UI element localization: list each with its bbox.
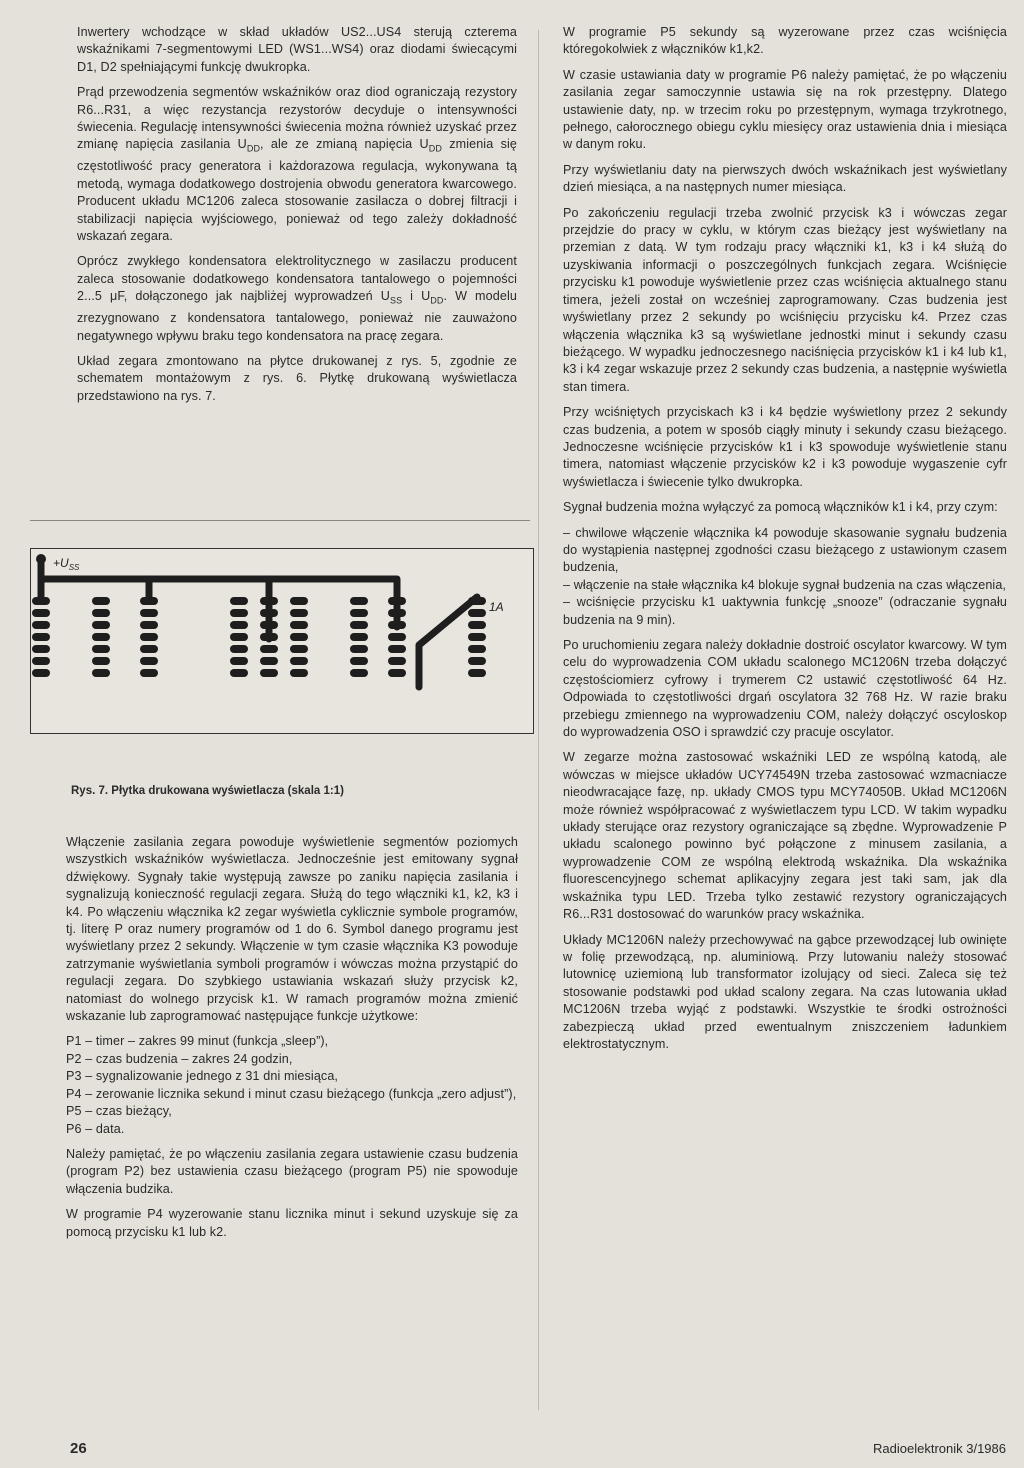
pcb-pad [32, 633, 50, 641]
publication-footer: Radioelektronik 3/1986 [873, 1441, 1006, 1456]
pcb-pad [468, 657, 486, 665]
list-item: P3 – sygnalizowanie jednego z 31 dni miesiąca, [66, 1069, 339, 1084]
right-column [563, 24, 1007, 1061]
pcb-pad [230, 621, 248, 629]
pcb-pad [140, 669, 158, 677]
pcb-pad [290, 669, 308, 677]
pcb-pad [388, 669, 406, 677]
pcb-pad [92, 597, 110, 605]
paragraph: Inwertery wchodzące w skład układów US2...US4 sterują czterema wskaźnikami 7-segmentowymi LED (WS1...WS4) oraz diodami świecącymi D1, D2 spełniającymi funkcję dwukropka. [77, 25, 517, 74]
list-item: – wciśnięcie przycisku k1 uaktywnia funkcję „snooze” (odraczanie sygnału budzenia na 9 min). [563, 595, 1007, 627]
program-list [66, 1033, 518, 1137]
pcb-pad [32, 669, 50, 677]
pcb-pad [32, 621, 50, 629]
pcb-pad [260, 657, 278, 665]
left-column-bottom [66, 834, 518, 1249]
pcb-pad [32, 657, 50, 665]
pcb-pad [140, 657, 158, 665]
paragraph: Sygnał budzenia można wyłączyć za pomocą włączników k1 i k4, przy czym: [563, 500, 998, 515]
pcb-pad [350, 609, 368, 617]
pcb-pad [260, 645, 278, 653]
pcb-pad [350, 657, 368, 665]
pcb-pad [230, 645, 248, 653]
paragraph: Po zakończeniu regulacji trzeba zwolnić przycisk k3 i wówczas zegar przejdzie do pracy w cyklu, w którym czas bieżący jest wyświetlany na przemian z datą. W tym rodzaju pracy włączniki k1, k3 i k4 służą do uzyskiwania informacji o poszczególnych funkcjach zegara. Wciśnięcie przycisku k1 powoduje wyświetlenie przez czas wciśnięcia aktualnego stanu timera, jeżeli został on wcześniej zaprogramowany. Czas budzenia jest wyświetlany przez 2 sekundy po wciśnięciu przycisku k4. Przez czas włączenia włącznika k3 są wyświetlane jednostki minut i sekundy czasu bieżącego. W wypadku jednoczesnego naciśnięcia przycisków k1 i k4 lub k1, k3 i k4 zegar wskazuje przez 2 sekundy czas budzenia, a następnie wyświetla stan timera. [563, 205, 1007, 394]
bullet-list [563, 525, 1007, 629]
pcb-pad [92, 645, 110, 653]
pcb-pad [468, 621, 486, 629]
list-item: – włączenie na stałe włącznika k4 blokuje sygnał budzenia na czas włączenia, [563, 577, 1007, 592]
paragraph: Prąd przewodzenia segmentów wskaźników oraz diod ograniczają rezystory R6...R31, a więc rezystancja rezystorów decyduje o intensywności świecenia. Regulację intensywności świecenia można również uzyskać przez zmianę napięcia zasilania $U_{DD}$, ale ze zmianą napięcia $U_{DD}$ zmienia się częstotliwość pracy generatora i każdorazowa regulacja, wykonywana tą metodą, wymaga dodatkowego dostrojenia obwodu generatora kwarcowego. Producent układu MC1206 zaleca stosowanie zasilacza o dobrej filtracji i stabilizacji napięcia wyjściowego, ponieważ od tego zależy dokładność wskazań zegara. [77, 85, 517, 243]
pcb-pad [388, 633, 406, 641]
pcb-pad [468, 669, 486, 677]
pcb-pad [140, 633, 158, 641]
pcb-pad [350, 645, 368, 653]
figure-caption: Rys. 7. Płytka drukowana wyświetlacza (skala 1:1) [71, 785, 344, 797]
pcb-pad [140, 621, 158, 629]
pcb-pad [92, 669, 110, 677]
paragraph: Oprócz zwykłego kondensatora elektrolitycznego w zasilaczu producent zaleca stosowanie dodatkowego kondensatora tantalowego o pojemności 2...5 μF, dołączonego jak najbliżej wyprowadzeń $U_{SS}$ i $U_{DD}$. W modelu zrezygnowano z kondensatora tantalowego, ponieważ nie zauważono negatywnego wpływu braku tego kondensatora na pracę zegara. [77, 254, 517, 343]
pcb-pad [290, 645, 308, 653]
list-item: P4 – zerowanie licznika sekund i minut czasu bieżącego (funkcja „zero adjust”), [66, 1086, 517, 1101]
pcb-pad [388, 597, 406, 605]
pcb-pad [32, 645, 50, 653]
pcb-pad [468, 609, 486, 617]
pcb-pad [290, 657, 308, 665]
list-item: P2 – czas budzenia – zakres 24 godzin, [66, 1051, 293, 1066]
column-divider [538, 30, 539, 1410]
pcb-pad [230, 669, 248, 677]
list-item: P1 – timer – zakres 99 minut (funkcja „sleep”), [66, 1034, 329, 1049]
left-column-top [77, 24, 517, 413]
divider [30, 520, 530, 521]
pcb-pad [290, 597, 308, 605]
pcb-pad [230, 597, 248, 605]
pcb-pad [140, 609, 158, 617]
pcb-pad [92, 609, 110, 617]
pcb-pad [290, 633, 308, 641]
pcb-pad [230, 657, 248, 665]
paragraph: Po uruchomieniu zegara należy dokładnie dostroić oscylator kwarcowy. W tym celu do wyprowadzenia COM układu scalonego MC1206N trzeba dołączyć częstościomierz cyfrowy i trymerem C2 ustawić częstotliwość 64 Hz. Odpowiada to częstotliwości drgań oscylatora 32 768 Hz. W razie braku przebiegu zmiennego na wyprowadzeniu COM, należy dołączyć oscyloskop do wyprowadzenia OSO i sprawdzić czy pracuje oscylator. [563, 638, 1007, 740]
pcb-pad [350, 633, 368, 641]
pcb-pad [260, 609, 278, 617]
pcb-pad [290, 621, 308, 629]
pcb-pad [92, 633, 110, 641]
pcb-pad [92, 657, 110, 665]
pcb-pad [92, 621, 110, 629]
paragraph: W zegarze można zastosować wskaźniki LED ze wspólną katodą, ale wówczas w miejsce układów UCY74549N trzeba zastosować wzmacniacze nieodwracające fazę, np. układy CMOS typu MCY74050B. Układ MC1206N może również współpracować z wyświetlaczem typu LCD. W takim wypadku układy sterujące oraz rezystory ograniczające są zbędne. Wyprowadzenie P układu scalonego powinno być połączone z minusem zasilania, a wyprowadzenie COM ze wspólną elektrodą wskaźnika. Dla wskaźnika fluorescencyjnego schemat aplikacyjny zegara jest taki sam, jak dla wskaźnika typu LED. Trzeba tylko zestawić rezystory ograniczających R6...R31 dostosować do warunków pracy wskaźnika. [563, 750, 1007, 922]
pcb-drawing [31, 549, 532, 732]
pcb-pad [468, 597, 486, 605]
pcb-pad [388, 645, 406, 653]
pcb-pad [350, 669, 368, 677]
pcb-pad [260, 621, 278, 629]
pcb-pad [388, 609, 406, 617]
pcb-pad [388, 621, 406, 629]
1a-label: 1A [489, 600, 504, 614]
pcb-pad [230, 609, 248, 617]
paragraph: W programie P5 sekundy są wyzerowane przez czas wciśnięcia któregokolwiek z włączników k1,k2. [563, 25, 1007, 57]
pcb-pad [468, 633, 486, 641]
pcb-pad [388, 657, 406, 665]
pcb-pad [32, 597, 50, 605]
paragraph: Przy wyświetlaniu daty na pierwszych dwóch wskaźnikach jest wyświetlany dzień miesiąca, a na następnych numer miesiąca. [563, 162, 1007, 195]
paragraph: Należy pamiętać, że po włączeniu zasilania zegara ustawienie czasu budzenia (program P2) bez ustawienia czasu bieżącego (program P5) nie spowoduje włączenia budzika. [66, 1146, 518, 1196]
paragraph: Włączenie zasilania zegara powoduje wyświetlenie segmentów poziomych wszystkich wskaźników wyświetlacza. Jednocześnie jest emitowany sygnał dźwiękowy. Sygnały takie występują zawsze po zaniku napięcia zasilania i sygnalizują konieczność regulacji zegara. Służą do tego włączniki k1, k2, k3 i k4. Po włączeniu włącznika k2 zegar wyświetla cyklicznie symbole programów, tj. literę P oraz numery programów od 1 do 6. Symbol danego programu jest wyświetlany przez 2 sekundy. Włączenie w tym czasie włącznika K3 powoduje zatrzymanie wyświetlania symboli programów i wówczas można przystąpić do regulacji zegara. Do szybkiego ustawiania wskazań służy przycisk k2, natomiast do wolnego przycisk k1. W ramach programów można zmienić wskazanie lub zaprogramować następujące funkcje użytkowe: [66, 835, 518, 1024]
pcb-figure [30, 548, 534, 734]
paragraph: W programie P4 wyzerowanie stanu licznika minut i sekund uzyskuje się za pomocą przycisku k1 lub k2. [66, 1207, 518, 1239]
pcb-pad [350, 621, 368, 629]
page-number: 26 [70, 1440, 87, 1457]
pcb-pad [350, 597, 368, 605]
list-item: P5 – czas bieżący, [66, 1104, 172, 1119]
paragraph: Przy wciśniętych przyciskach k3 i k4 będzie wyświetlony przez 2 sekundy czas budzenia, a potem w sposób ciągły minuty i sekundy czasu bieżącego. Jednoczesne wciśnięcie przycisków k1 i k3 spowoduje wyświetlenie stanu timera, natomiast włączenie przycisków k2 i k3 powoduje wygaszenie cyfr wyświetlacza i świecenie tylko dwukropka. [563, 405, 1007, 489]
pcb-pad [32, 609, 50, 617]
uss-label: $+U_{SS}$ [53, 556, 80, 572]
paragraph: Układ zegara zmontowano na płytce drukowanej z rys. 5, zgodnie ze schematem montażowym z rys. 6. Płytkę drukowaną wyświetlacza przedstawiono na rys. 7. [77, 353, 517, 403]
pcb-pad [468, 645, 486, 653]
pcb-pad [230, 633, 248, 641]
list-item: – chwilowe włączenie włącznika k4 powoduje skasowanie sygnału budzenia do wystąpienia następnej zgodności czasu bieżącego z ustawionym czasem budzenia, [563, 525, 1007, 575]
paragraph: Układy MC1206N należy przechowywać na gąbce przewodzącej lub owinięte w folię przewodzącą, np. aluminiową. Przy lutowaniu należy stosować lutownicę uziemioną lub transformator izolujący od sieci. Zaleca się też stosowanie podstawki pod układ scalony zegara. Na czas lutowania układ MC1206N trzeba wyjąć z podstawki. Wszystkie te środki ostrożności zabezpieczą układ przed ewentualnym zniszczeniem ładunkiem elektrostatycznym. [563, 932, 1007, 1051]
pcb-pad [260, 633, 278, 641]
pcb-pad [140, 597, 158, 605]
pcb-pad [260, 669, 278, 677]
list-item: P6 – data. [66, 1121, 125, 1136]
pcb-pad [290, 609, 308, 617]
pcb-pad [260, 597, 278, 605]
pcb-pad [140, 645, 158, 653]
paragraph: W czasie ustawiania daty w programie P6 należy pamiętać, że po włączeniu zasilania zegar samoczynnie ustawia się na rok przestępny. Dlatego ustawienie daty, np. w trzecim roku po przestępnym, wymaga trzykrotnego, pełnego, całorocznego obiegu cyklu miesięcy oraz ustawienia dnia i miesiąca w danym roku. [563, 67, 1007, 152]
